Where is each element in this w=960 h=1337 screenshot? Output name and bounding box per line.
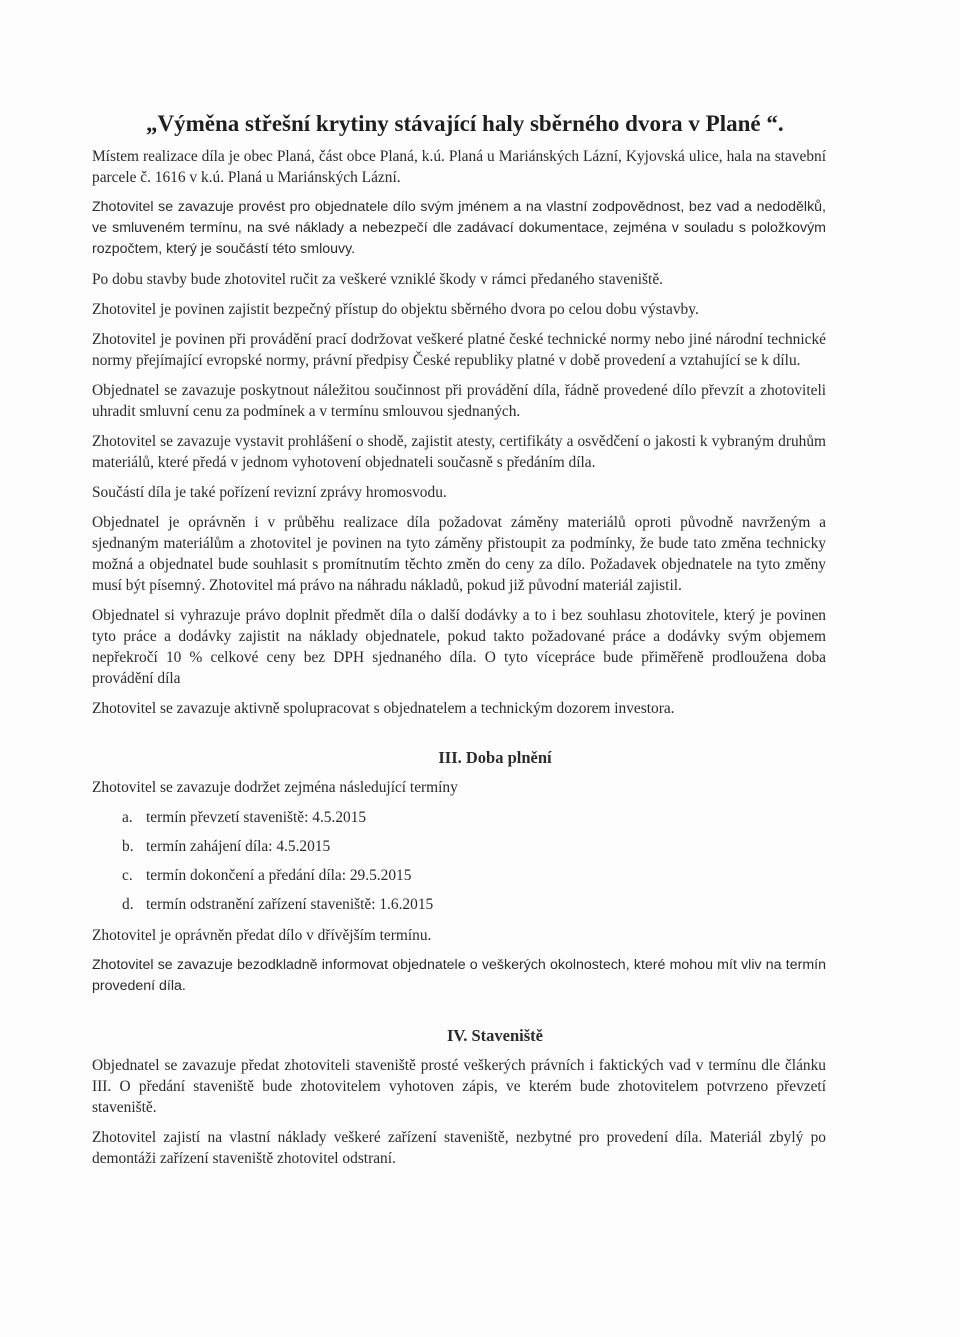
paragraph-certificates: Zhotovitel se zavazuje vystavit prohlášení o shodě, zajistit atesty, certifikáty a osvědčení o jakosti k vybraným druhům materiálů, které předá v jednom vyhotovení objednateli současně s předáním díla.: [92, 433, 826, 471]
section-title-site: IV. Staveniště: [447, 1026, 543, 1045]
list-item-text: termín převzetí staveniště: 4.5.2015: [146, 809, 367, 826]
list-item-letter: a.: [122, 809, 133, 826]
paragraph-additional-work: Objednatel si vyhrazuje právo doplnit předmět díla o další dodávky a to i bez souhlasu zhotovitele, který je povinen tyto práce a dodávky zajistit na náklady objednatele, pokud takto požadované práce a dodávky svým objemem nepřekročí 10 % celkové ceny bez DPH sjednaného díla. O tyto vícepráce bude přiměřeně prodloužena doba provádění díla: [92, 607, 826, 687]
paragraph-site-handover: Objednatel se zavazuje předat zhotoviteli staveniště prosté veškerých právních i faktických vad v termínu dle článku III. O předání staveniště bude zhotovitelem vyhotoven zápis, ve kterém bude zhotovitelem potvrzeno převzetí staveniště.: [92, 1057, 826, 1116]
paragraph-early-handover: Zhotovitel je oprávněn předat dílo v dřívějším termínu.: [92, 927, 432, 944]
list-item-letter: d.: [122, 896, 134, 913]
paragraph-active-cooperation: Zhotovitel se zavazuje aktivně spolupracovat s objednatelem a technickým dozorem investora.: [92, 700, 675, 717]
paragraph-liability: Po dobu stavby bude zhotovitel ručit za veškeré vzniklé škody v rámci předaného staveniště.: [92, 271, 664, 288]
list-item: [122, 894, 826, 915]
list-item-letter: c.: [122, 867, 133, 884]
paragraph-norms: Zhotovitel je povinen při provádění prací dodržovat veškeré platné české technické normy nebo jiné národní technické normy přejímající evropské normy, právní předpisy České republiky platné v době provedení a vztahující se k dílu.: [92, 331, 826, 369]
list-item-letter: b.: [122, 838, 134, 855]
list-item-text: termín dokončení a předání díla: 29.5.2015: [146, 867, 412, 884]
paragraph-location: Místem realizace díla je obec Planá, část obce Planá, k.ú. Planá u Mariánských Lázní, Kyjovská ulice, hala na stavební parcele č. 1616 v k.ú. Planá u Mariánských Lázní.: [92, 148, 826, 186]
deadlines-lead: Zhotovitel se zavazuje dodržet zejména následující termíny: [92, 779, 458, 796]
paragraph-cooperation: Objednatel se zavazuje poskytnout náležitou součinnost při provádění díla, řádně provedené dílo převzít a zhotoviteli uhradit smluvní cenu za podmínek a v termínu smlouvou sjednaných.: [92, 382, 826, 420]
list-item-text: termín zahájení díla: 4.5.2015: [146, 838, 331, 855]
paragraph-site-equipment: Zhotovitel zajistí na vlastní náklady veškeré zařízení staveniště, nezbytné pro provedení díla. Materiál zbylý po demontáži zařízení staveniště zhotovitel odstraní.: [92, 1129, 826, 1167]
list-item: [122, 836, 826, 857]
paragraph-obligation: Zhotovitel se zavazuje provést pro objednatele dílo svým jménem a na vlastní zodpovědnost, bez vad a nedodělků, ve smluveném termínu, na své náklady a nebezpečí dle zadávací dokumentace, zejména v souladu s položkovým rozpočtem, který je součástí této smlouvy.: [92, 199, 826, 257]
paragraph-material-changes: Objednatel je oprávněn i v průběhu realizace díla požadovat záměny materiálů oproti původně navrženým a sjednaným materiálům a zhotovitel je povinen na tyto záměny přistoupit za podmínky, že bude tato změna technicky možná a objednatel bude souhlasit s promítnutím těchto změn do ceny za dílo. Požadavek objednatele na tyto změny musí být písemný. Zhotovitel má právo na náhradu nákladů, pokud již původní materiál zajistil.: [92, 514, 826, 594]
paragraph-inform-circumstances: Zhotovitel se zavazuje bezodkladně informovat objednatele o veškerých okolnostech, které mohou mít vliv na termín provedení díla.: [92, 957, 826, 994]
section-title-deadlines: III. Doba plnění: [438, 748, 552, 767]
list-item: [122, 807, 826, 828]
deadlines-list: [92, 807, 826, 915]
paragraph-safe-access: Zhotovitel je povinen zajistit bezpečný přístup do objektu sběrného dvora po celou dobu výstavby.: [92, 301, 699, 318]
list-item: [122, 865, 826, 886]
list-item-text: termín odstranění zařízení staveniště: 1.6.2015: [146, 896, 434, 913]
document-title: „Výměna střešní krytiny stávající haly sběrného dvora v Plané “.: [146, 111, 784, 136]
paragraph-lightning-report: Součástí díla je také pořízení revizní zprávy hromosvodu.: [92, 484, 447, 501]
